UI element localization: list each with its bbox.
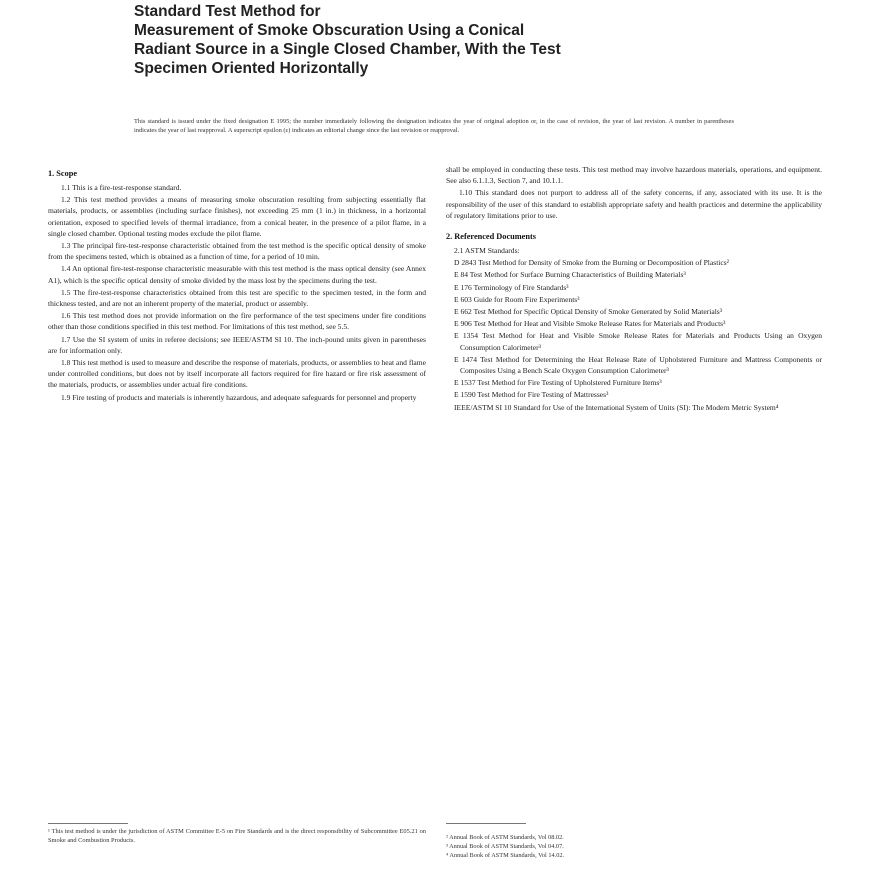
footnote: ³ Annual Book of ASTM Standards, Vol 04.07. bbox=[446, 842, 564, 850]
title-line: Measurement of Smoke Obscuration Using a Conical bbox=[134, 22, 525, 39]
list-item: D 2843 Test Method for Density of Smoke from the Burning or Decomposition of Plastics² bbox=[454, 258, 729, 268]
scope-paragraph: 1.10 This standard does not purport to address all of the safety concerns, if any, associated with its use. It is the responsibility of the user of this standard to establish appropriate safety and health practices and determine the applicability of regulatory limitations prior to use. bbox=[446, 188, 822, 220]
scope-paragraph: 1.8 This test method is used to measure and describe the response of materials, products, or assemblies to heat and flame under controlled conditions, but does not by itself incorporate all factors required for fire hazard or fire risk assessment of the materials, products, or assemblies under actual fire conditions. bbox=[48, 358, 426, 390]
list-item: E 906 Test Method for Heat and Visible Smoke Release Rates for Materials and Products³ bbox=[454, 319, 726, 329]
list-item: E 84 Test Method for Surface Burning Characteristics of Building Materials³ bbox=[454, 270, 686, 280]
footnote-divider bbox=[446, 823, 526, 824]
right-column bbox=[446, 164, 822, 414]
scope-paragraph: 1.2 This test method provides a means of measuring smoke obscuration resulting from subjecting essentially flat materials, products, or assemblies (including surface finishes), not exceeding 25 mm (1 in.) in thickness, in a horizontal orientation, exposed to specified levels of thermal irradiance, from a conical heater, in the presence of a pilot flame, in a single closed chamber. Optional testing modes exclude the pilot flame. bbox=[48, 195, 426, 238]
list-item: E 662 Test Method for Specific Optical Density of Smoke Generated by Solid Materials³ bbox=[454, 307, 722, 317]
list-item: E 1537 Test Method for Fire Testing of Upholstered Furniture Items³ bbox=[454, 378, 662, 388]
list-item: E 1474 Test Method for Determining the Heat Release Rate of Upholstered Furniture and Mattress Components or Composites Using a Bench Scale Oxygen Consumption Calorimeter³ bbox=[454, 354, 822, 376]
section-heading-scope: 1. Scope bbox=[48, 169, 78, 178]
scope-paragraph: 1.6 This test method does not provide information on the fire performance of the test specimens under fire conditions other than those conditions specified in this test method. For limitations of this test method, see 5.5. bbox=[48, 311, 426, 332]
list-item: E 1354 Test Method for Heat and Visible Smoke Release Rates for Materials and Products Using an Oxygen Consumption Calorimeter³ bbox=[454, 331, 822, 352]
footnote: ¹ This test method is under the jurisdiction of ASTM Committee E-5 on Fire Standards and is the direct responsibility of Subcommittee E05.21 on Smoke and Combustion Products. bbox=[48, 828, 426, 844]
scope-paragraph: 1.7 Use the SI system of units in referee decisions; see IEEE/ASTM SI 10. The inch-pound units given in parentheses are for information only. bbox=[48, 334, 426, 355]
referenced-documents-list bbox=[446, 245, 822, 413]
scope-paragraph: 1.9 Fire testing of products and materials is inherently hazardous, and adequate safeguards for personnel and property bbox=[61, 392, 417, 402]
footnote: ⁴ Annual Book of ASTM Standards, Vol 14.02. bbox=[446, 851, 565, 859]
left-column bbox=[48, 164, 426, 404]
list-item: IEEE/ASTM SI 10 Standard for Use of the International System of Units (SI): The Modern Metric System⁴ bbox=[454, 402, 779, 412]
footnote: ² Annual Book of ASTM Standards, Vol 08.02. bbox=[446, 834, 564, 841]
list-item: E 603 Guide for Room Fire Experiments³ bbox=[454, 294, 580, 304]
footnote-divider bbox=[48, 823, 128, 824]
title-line: Specimen Oriented Horizontally bbox=[134, 60, 369, 77]
designation-note: This standard is issued under the fixed designation E 1995; the number immediately following the designation indicates the year of original adoption or, in the case of revision, the year of last revision. A number in parentheses indicates the year of last reapproval. A superscript epsilon (ε) indicates an editorial change since the last revision or reapproval. bbox=[134, 118, 734, 134]
scope-paragraph: 1.5 The fire-test-response characteristics obtained from this test are specific to the specimen tested, in the form and thickness tested, and are not an inherent property of the material, product or assembly. bbox=[48, 287, 426, 309]
scope-paragraph: 1.1 This is a fire-test-response standard. bbox=[61, 183, 182, 192]
title-line: Standard Test Method for bbox=[134, 3, 321, 20]
scope-paragraph: 1.3 The principal fire-test-response characteristic obtained from the test method is the specific optical density of smoke from the specimens tested, which is obtained as a function of time, for a period of 10 min. bbox=[48, 241, 426, 262]
list-item: E 1590 Test Method for Fire Testing of Mattresses³ bbox=[454, 390, 609, 400]
list-item: E 176 Terminology of Fire Standards³ bbox=[454, 282, 569, 292]
title-line: Radiant Source in a Single Closed Chamber, With the Test bbox=[134, 41, 561, 58]
list-item: 2.1 ASTM Standards: bbox=[454, 246, 520, 256]
document-title bbox=[134, 2, 734, 78]
footnotes-list bbox=[446, 834, 822, 860]
scope-paragraph-continued: shall be employed in conducting these tests. This test method may involve hazardous materials, operations, and equipment. See also 6.1.1.3, Section 7, and 10.1.1. bbox=[446, 165, 822, 186]
scope-paragraph: 1.4 An optional fire-test-response characteristic measurable with this test method is the mass optical density (see Annex A1), which is the specific optical density of smoke divided by the mass lost by the specimens during the test. bbox=[48, 264, 426, 285]
section-heading-referenced-documents: 2. Referenced Documents bbox=[446, 232, 536, 242]
